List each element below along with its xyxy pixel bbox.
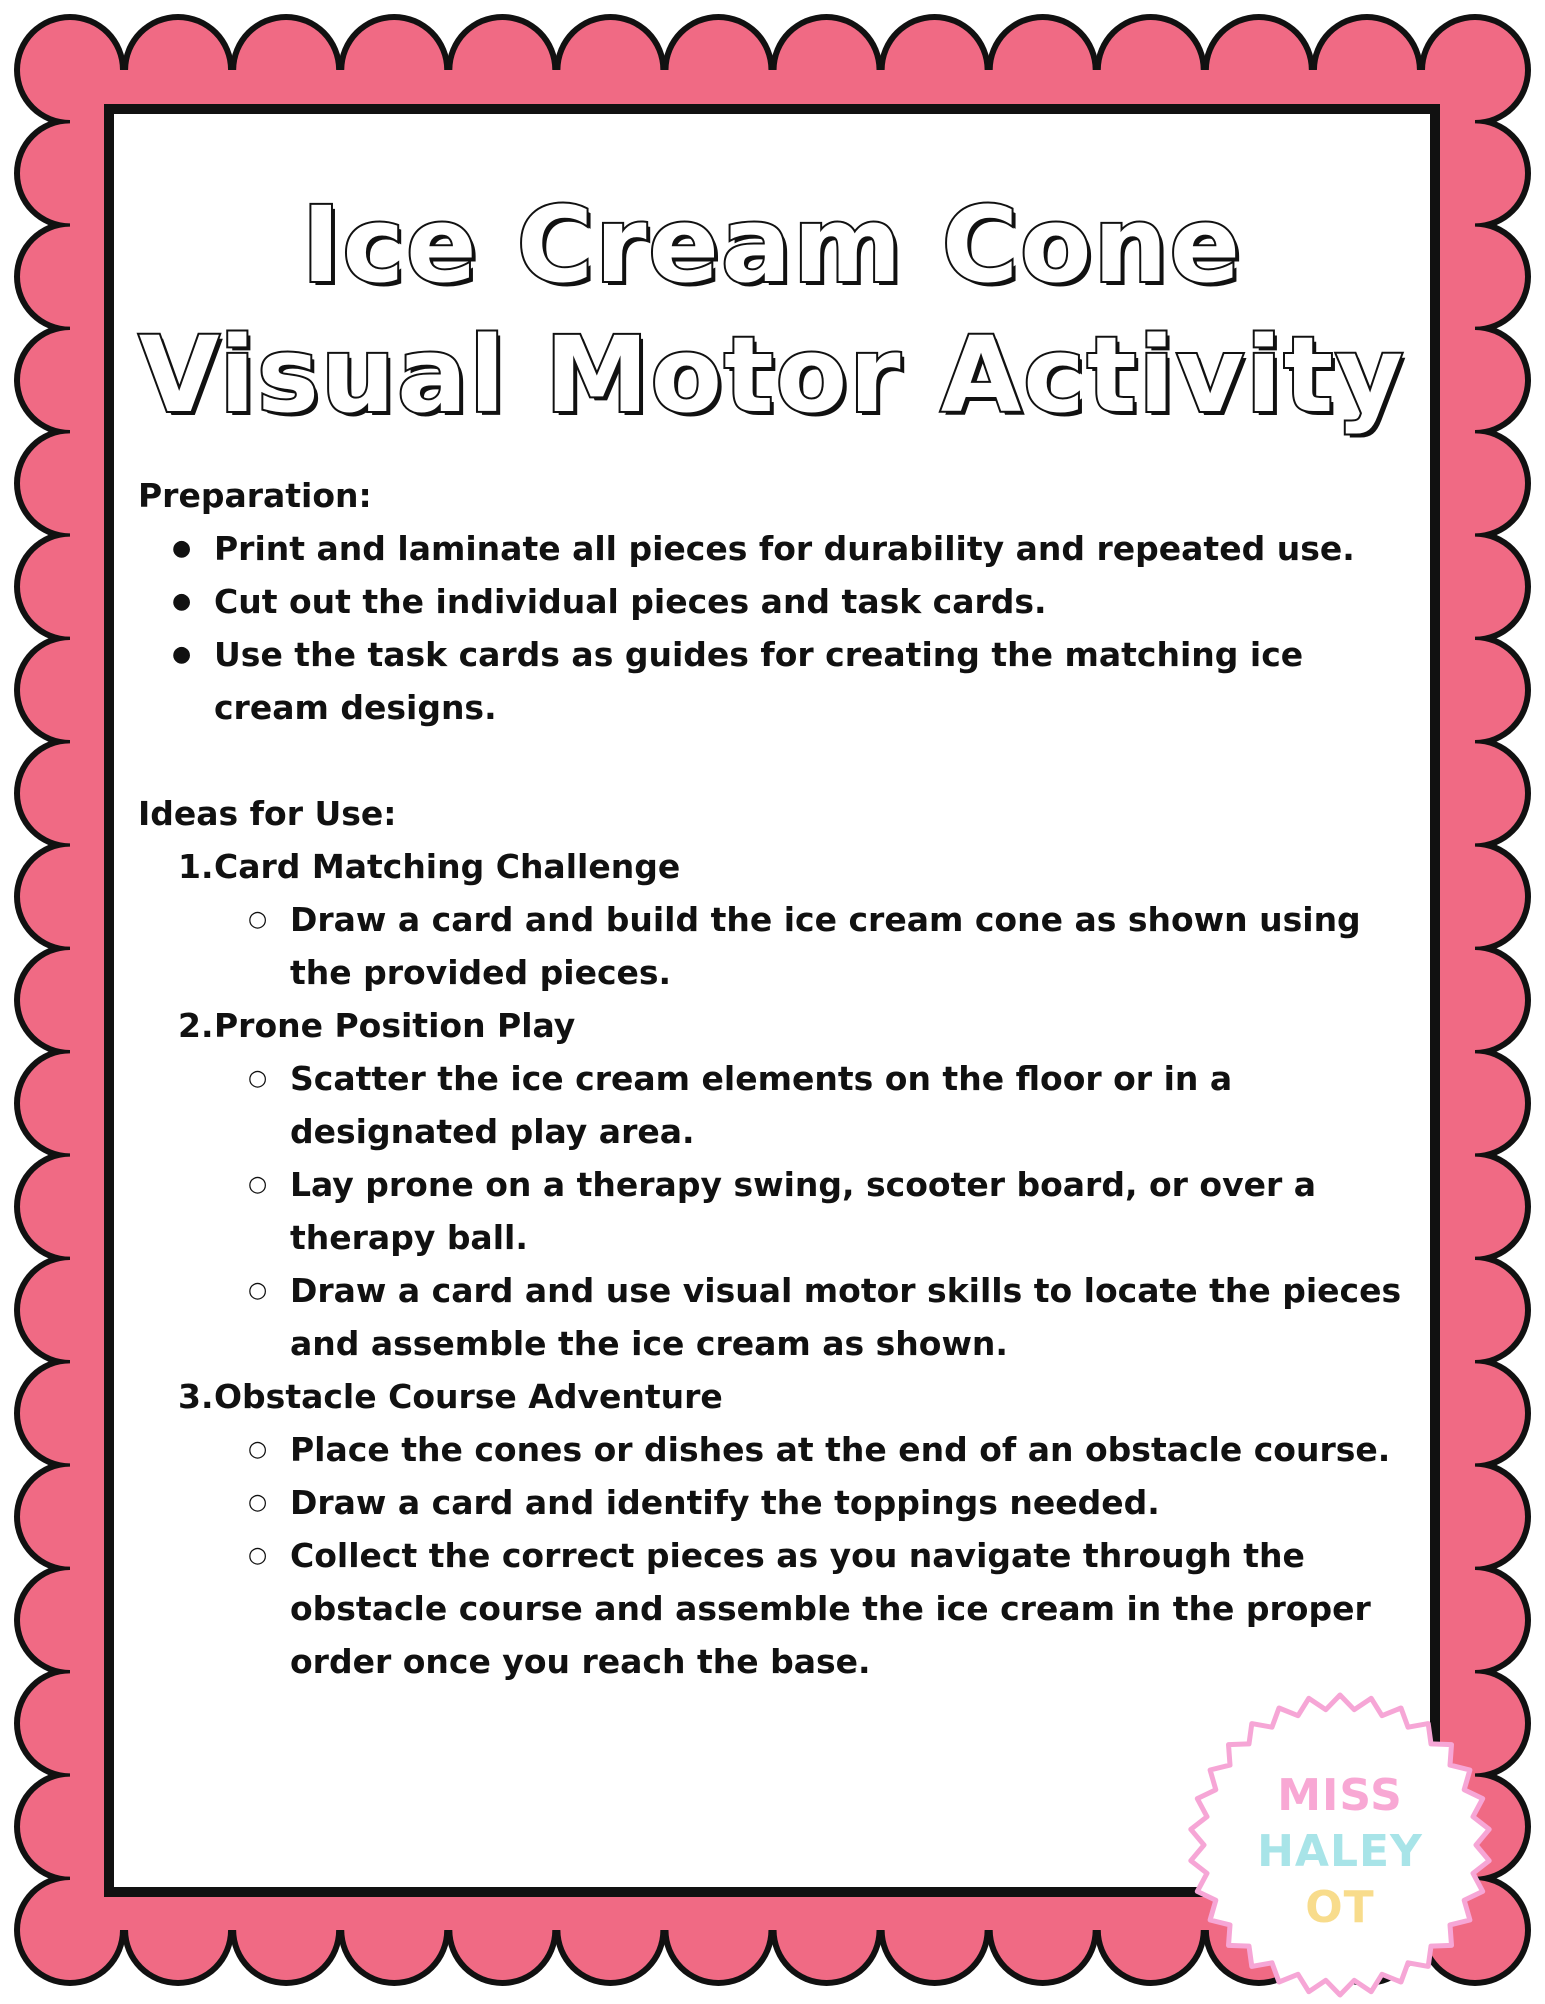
idea-sub-list bbox=[214, 893, 1408, 999]
ideas-heading: Ideas for Use: bbox=[138, 794, 397, 833]
idea-sub-item: ○ Draw a card and identify the toppings needed. bbox=[214, 1476, 1408, 1529]
preparation-heading: Preparation: bbox=[138, 476, 372, 515]
idea-title: Obstacle Course Adventure bbox=[214, 1377, 723, 1416]
idea-title: Prone Position Play bbox=[214, 1006, 576, 1045]
idea-sub-item: ○ Scatter the ice cream elements on the floor or in a designated play area. bbox=[214, 1052, 1408, 1158]
logo-haley: HALEY bbox=[1257, 1826, 1423, 1877]
content-body bbox=[138, 469, 1408, 1688]
idea-number: 3. bbox=[178, 1377, 214, 1416]
logo-ot: OT bbox=[1305, 1882, 1375, 1933]
idea-item bbox=[138, 840, 1408, 999]
activity-page bbox=[114, 114, 1430, 1887]
ideas-list bbox=[138, 840, 1408, 1688]
idea-sub-item: ○ Collect the correct pieces as you navigate through the obstacle course and assemble the ice cream in the proper order once you reach the base. bbox=[214, 1529, 1408, 1688]
preparation-item: ● Cut out the individual pieces and task cards. bbox=[138, 575, 1408, 628]
preparation-item: ● Print and laminate all pieces for durability and repeated use. bbox=[138, 522, 1408, 575]
idea-number: 2. bbox=[178, 1006, 214, 1045]
idea-sub-item: ○ Draw a card and use visual motor skills to locate the pieces and assemble the ice cream as shown. bbox=[214, 1264, 1408, 1370]
idea-sub-list bbox=[214, 1052, 1408, 1370]
idea-sub-item: ○ Place the cones or dishes at the end of an obstacle course. bbox=[214, 1423, 1408, 1476]
title-line-1: Ice Cream Cone bbox=[301, 184, 1243, 306]
miss-haley-ot-logo bbox=[1185, 1690, 1495, 2000]
title-line-2: Visual Motor Activity bbox=[138, 314, 1406, 436]
idea-sub-item: ○ Draw a card and build the ice cream cone as shown using the provided pieces. bbox=[214, 893, 1408, 999]
preparation-item: ● Use the task cards as guides for creating the matching ice cream designs. bbox=[138, 628, 1408, 734]
logo-miss: MISS bbox=[1277, 1770, 1403, 1821]
idea-item bbox=[138, 999, 1408, 1370]
idea-title: Card Matching Challenge bbox=[214, 847, 681, 886]
preparation-list bbox=[138, 522, 1408, 734]
idea-sub-list bbox=[214, 1423, 1408, 1688]
idea-number: 1. bbox=[178, 847, 214, 886]
idea-item bbox=[138, 1370, 1408, 1688]
idea-sub-item: ○ Lay prone on a therapy swing, scooter board, or over a therapy ball. bbox=[214, 1158, 1408, 1264]
